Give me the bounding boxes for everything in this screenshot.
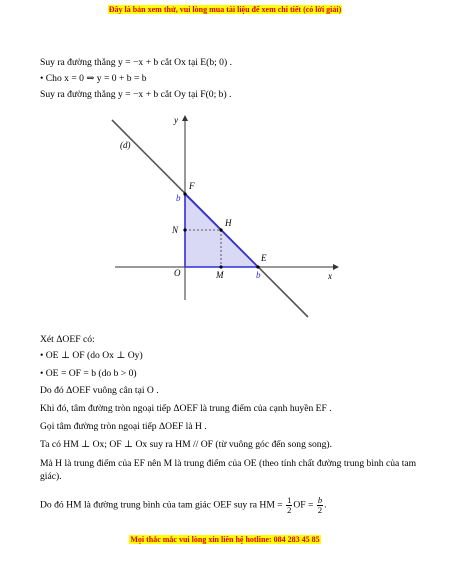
fraction-b-den: 2 [317,505,323,515]
point-f-dot [183,192,186,195]
fraction-half [286,496,292,515]
text-line-1: Suy ra đường thẳng y = −x + b cắt Ox tại E(b; 0) . [40,57,232,68]
fraction-b-half [317,496,323,515]
geometry-figure [100,110,350,330]
text-line-6: • OE = OF = b (do b > 0) [40,368,137,379]
label-b-x: b [256,270,261,280]
label-y-axis: y [174,115,178,125]
text-line-3: Suy ra đường thẳng y = −x + b cắt Oy tại F(0; b) . [40,89,232,100]
header-banner: Đây là bản xem thử, vui lòng mua tài liệu để xem chi tiết (có lời giải) [108,5,342,14]
point-h-dot [219,228,222,231]
label-f: F [189,181,195,191]
text-line-12 [40,496,430,515]
label-n: N [172,225,179,235]
text-line-4: Xét ΔOEF có: [40,334,95,345]
point-m-dot [219,265,222,268]
label-h: H [225,218,232,228]
fraction-b-num: b [317,495,323,505]
text-line-12-end: . [324,499,327,511]
label-origin: O [174,268,181,278]
text-line-10: Ta có HM ⊥ Ox; OF ⊥ Ox suy ra HM // OF (từ vuông góc đến song song). [40,439,332,450]
label-m: M [216,270,224,280]
text-line-11: Mà H là trung điểm của EF nên M là trung điểm của OE (theo tính chất đường trung bình của tam giác). [40,458,417,482]
label-e: E [261,253,267,263]
point-n-dot [183,228,186,231]
text-line-12-start: Do đó HM là đường trung bình của tam giác OEF suy ra HM = [40,499,283,511]
footer-banner: Mọi thắc mắc vui lòng xin liên hệ hotline: 084 283 45 85 [130,535,320,544]
text-line-2: • Cho x = 0 ⇒ y = 0 + b = b [40,73,147,84]
point-e-dot [256,265,259,268]
text-line-7: Do đó ΔOEF vuông cân tại O . [40,385,159,396]
text-line-8: Khi đó, tâm đường tròn ngoại tiếp ΔOEF là trung điểm của cạnh huyền EF . [40,403,332,414]
fraction-half-num: 1 [287,495,292,505]
text-line-5: • OE ⊥ OF (do Ox ⊥ Oy) [40,350,143,361]
label-line-d: (d) [120,140,131,150]
label-x-axis: x [328,271,332,281]
text-line-9: Gọi tâm đường tròn ngoại tiếp ΔOEF là H . [40,421,207,432]
fraction-half-den: 2 [287,505,292,515]
label-b-y: b [176,193,181,203]
text-line-12-mid: OF = [293,499,314,511]
